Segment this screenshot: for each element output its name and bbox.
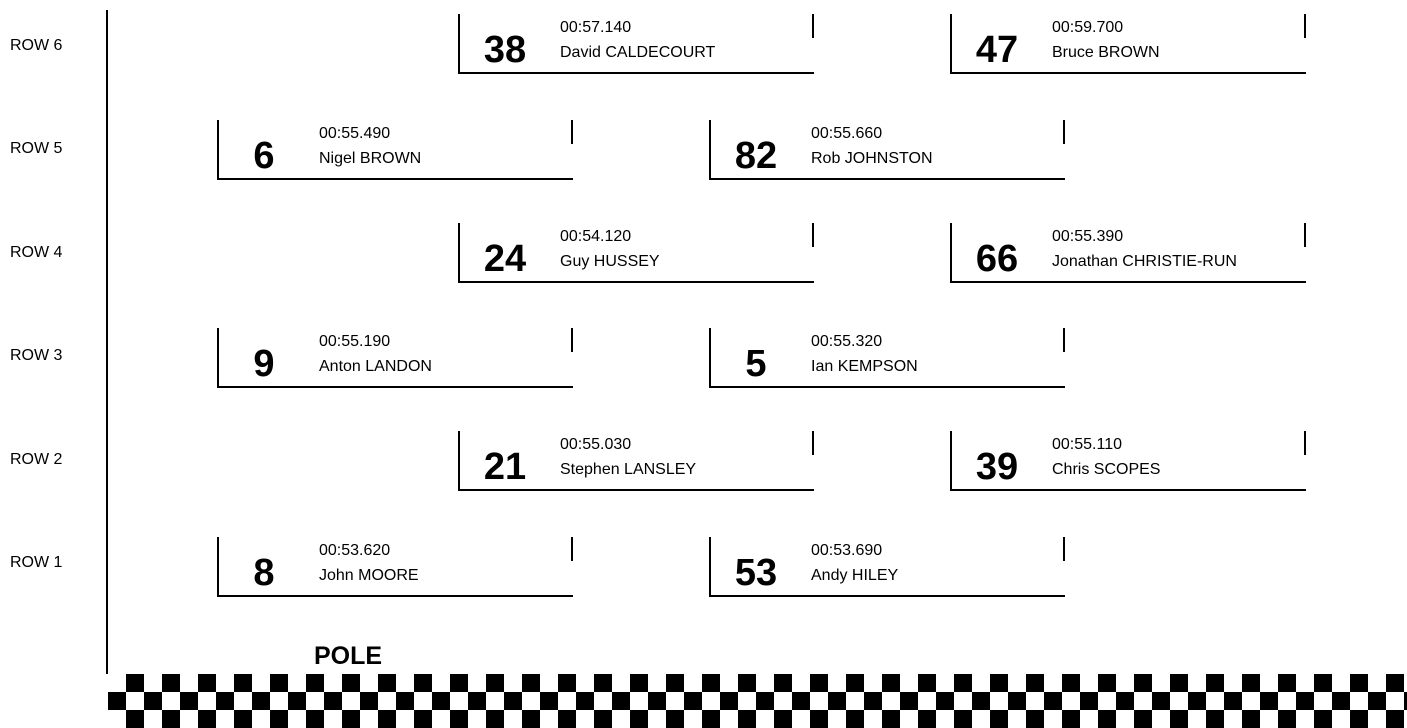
- driver-name: Rob JOHNSTON: [811, 150, 933, 167]
- driver-name: Guy HUSSEY: [560, 253, 660, 270]
- grid-slot-row2-right: [950, 431, 1306, 491]
- lap-time: 00:55.390: [1052, 228, 1124, 245]
- grid-slot-row3-left: [217, 328, 573, 388]
- grid-left-line: [106, 10, 108, 674]
- driver-name: Anton LANDON: [319, 358, 432, 375]
- car-number: 21: [483, 446, 527, 488]
- driver-name: Jonathan CHRISTIE-RUN: [1052, 253, 1237, 270]
- lap-time: 00:57.140: [560, 19, 632, 36]
- car-number: 24: [483, 238, 527, 280]
- grid-slot-row6-left: [458, 14, 814, 74]
- grid-slot-row3-right: [709, 328, 1065, 388]
- lap-time: 00:55.660: [811, 125, 883, 142]
- lap-time: 00:55.110: [1052, 436, 1122, 453]
- lap-time: 00:53.690: [811, 542, 883, 559]
- car-number: 82: [734, 135, 778, 177]
- car-number: 5: [745, 343, 767, 385]
- car-number: 66: [975, 238, 1019, 280]
- row-label-4: ROW 4: [10, 244, 63, 261]
- row-label-2: ROW 2: [10, 451, 63, 468]
- grid-slot-row2-left: [458, 431, 814, 491]
- lap-time: 00:55.490: [319, 125, 391, 142]
- car-number: 9: [253, 343, 275, 385]
- car-number: 47: [975, 29, 1019, 71]
- car-number: 8: [253, 552, 275, 594]
- driver-name: Nigel BROWN: [319, 150, 422, 167]
- car-number: 53: [734, 552, 778, 594]
- lap-time: 00:55.320: [811, 333, 883, 350]
- row-label-6: ROW 6: [10, 37, 63, 54]
- row-label-3: ROW 3: [10, 347, 63, 364]
- grid-slot-row5-left: [217, 120, 573, 180]
- car-number: 6: [253, 135, 275, 177]
- checkered-flag-icon: [108, 674, 1407, 728]
- grid-slot-row6-right: [950, 14, 1306, 74]
- car-number: 39: [975, 446, 1019, 488]
- grid-slot-row1-left: [217, 537, 573, 597]
- lap-time: 00:53.620: [319, 542, 391, 559]
- lap-time: 00:59.700: [1052, 19, 1124, 36]
- grid-slot-row4-right: [950, 223, 1306, 283]
- lap-time: 00:55.030: [560, 436, 632, 453]
- driver-name: David CALDECOURT: [560, 44, 716, 61]
- driver-name: Chris SCOPES: [1052, 461, 1161, 478]
- driver-name: Andy HILEY: [811, 567, 899, 584]
- grid-slot-row1-right: [709, 537, 1065, 597]
- grid-slot-row4-left: [458, 223, 814, 283]
- row-label-5: ROW 5: [10, 140, 63, 157]
- lap-time: 00:55.190: [319, 333, 391, 350]
- driver-name: Ian KEMPSON: [811, 358, 918, 375]
- lap-time: 00:54.120: [560, 228, 632, 245]
- car-number: 38: [483, 29, 527, 71]
- row-label-1: ROW 1: [10, 554, 63, 571]
- pole-label: POLE: [314, 642, 383, 670]
- driver-name: John MOORE: [319, 567, 419, 584]
- grid-slot-row5-right: [709, 120, 1065, 180]
- driver-name: Stephen LANSLEY: [560, 461, 697, 478]
- driver-name: Bruce BROWN: [1052, 44, 1160, 61]
